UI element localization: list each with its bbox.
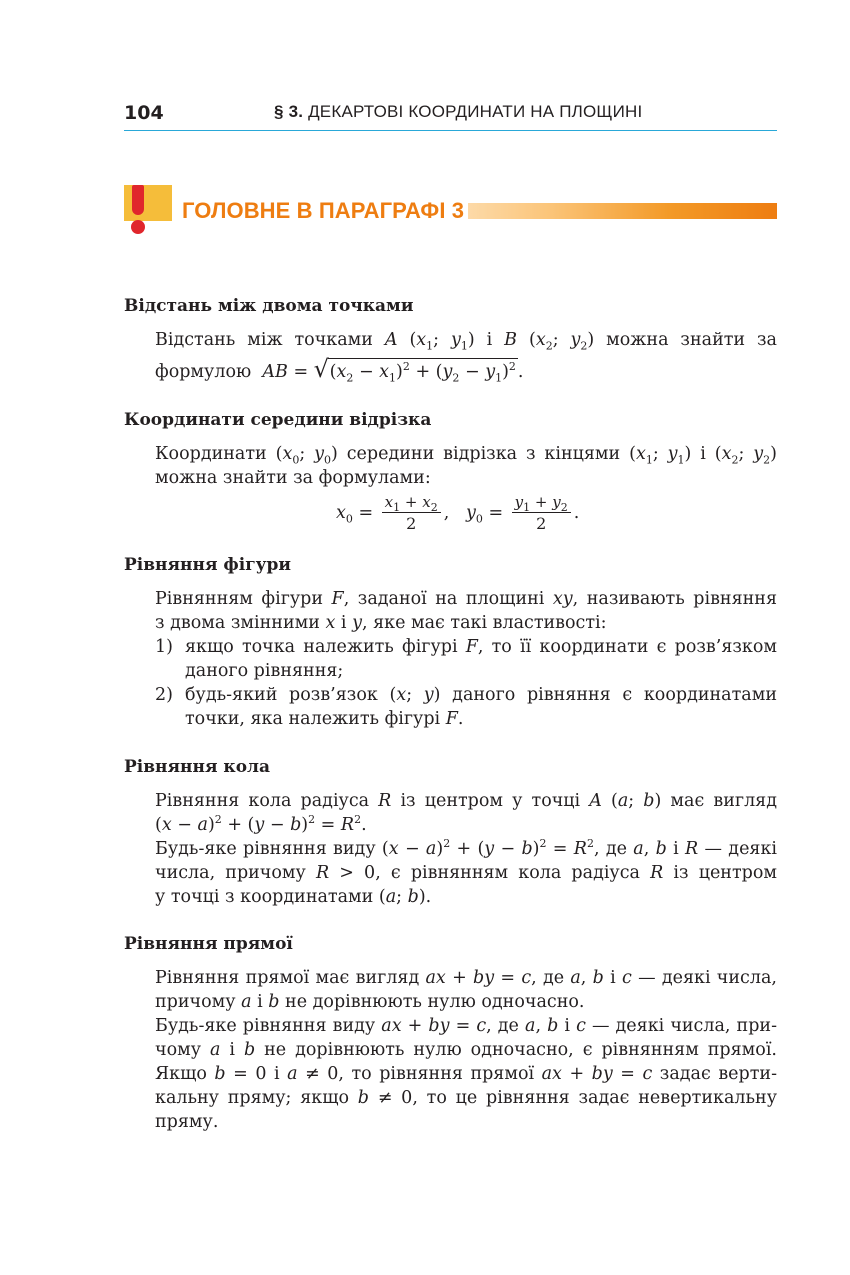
paragraph-circle [155,789,777,909]
circle-line-5: у точці з координатами (a; b). [155,887,432,907]
list-item-1 [155,635,777,683]
line-line-1: Рівняння прямої має вигляд ax + by = c, де a, b і c — деякі числа, [155,968,777,988]
section-mark: § 3. [274,102,304,121]
page-number: 104 [124,102,164,124]
paragraph-distance [155,328,777,384]
list-item-2-number: 2) [155,685,173,705]
banner-title: ГОЛОВНЕ В ПАРАГРАФІ 3 [182,198,468,224]
distance-formula: AB = √ $(x_2 - x_1)^2 + (y_2 - y_1)^2$ . [262,355,524,385]
section-title: ДЕКАРТОВІ КООРДИНАТИ НА ПЛОЩИНІ [308,102,643,121]
heading-distance: Відстань між двома точками [124,296,414,316]
circle-line-1: Рівняння кола радіуса R із центром у точці A (a; b) має вигляд [155,791,777,811]
midpoint-formulas: $x_0$ = $\frac{x_1 + x_2}{2}$ , $y_0$ = $\frac{y_1 + y_2}{2}$ . [336,493,580,533]
line-line-4: чому a і b не дорівнюють нулю одночасно, є рівнянням прямої. [155,1040,777,1060]
circle-line-3: Будь-яке рівняння виду $(x - a)^2 + (y - b)^2 = R^2$, де a, b і R — деякі [155,837,777,859]
paragraph-midpoint [155,442,777,490]
list-item-2-line-2: точки, яка належить фігурі F. [185,709,464,729]
list-item-2 [155,683,777,731]
list-item-2-line-1: будь-який розв’язок (x; y) даного рівняння є координатами [185,685,778,705]
line-line-3: Будь-яке рівняння виду ax + by = c, де a, b і c — деякі числа, при- [155,1016,777,1036]
summary-banner [124,185,777,240]
list-item-1-number: 1) [155,637,173,657]
figure-line-2: з двома змінними x і y, яке має такі властивості: [155,613,607,633]
exclamation-icon [124,185,172,221]
running-title [274,102,642,122]
figure-line-1: Рівнянням фігури F, заданої на площині xy, називають рівняння [155,589,777,609]
midpoint-line-1: Координати ($x_0$; $y_0$) середини відрізка з кінцями ($x_1$; $y_1$) і ($x_2$; $y_2$) [155,444,777,467]
circle-line-4: числа, причому R > 0, є рівнянням кола радіуса R із центром [155,863,778,883]
line-line-7: пряму. [155,1112,219,1132]
line-line-5: Якщо b = 0 і a ≠ 0, то рівняння прямої ax + by = c задає верти- [155,1064,777,1084]
paragraph-line [155,966,777,1134]
line-line-2: причому a і b не дорівнюють нулю одночасно. [155,992,585,1012]
heading-midpoint: Координати середини відрізка [124,410,432,430]
circle-line-2: $(x - a)^2 + (y - b)^2 = R^2$. [155,813,367,835]
list-item-1-line-2: даного рівняння; [185,661,344,681]
list-item-1-line-1: якщо точка належить фігурі F, то її координати є розв’язком [185,637,777,657]
line-line-6: кальну пряму; якщо b ≠ 0, то це рівняння задає невертикальну [155,1088,777,1108]
heading-circle: Рівняння кола [124,757,271,777]
midpoint-line-2: можна знайти за формулами: [155,468,431,488]
distance-line-2-prefix: формулою [155,362,252,382]
distance-line-1: Відстань між точками A ($x_1$; $y_1$) і B ($x_2$; $y_2$) можна знайти за [155,330,777,353]
running-header [124,98,777,131]
heading-line: Рівняння прямої [124,934,293,954]
heading-figure: Рівняння фігури [124,555,292,575]
distance-line-2 [155,355,777,385]
paragraph-figure [155,587,777,635]
